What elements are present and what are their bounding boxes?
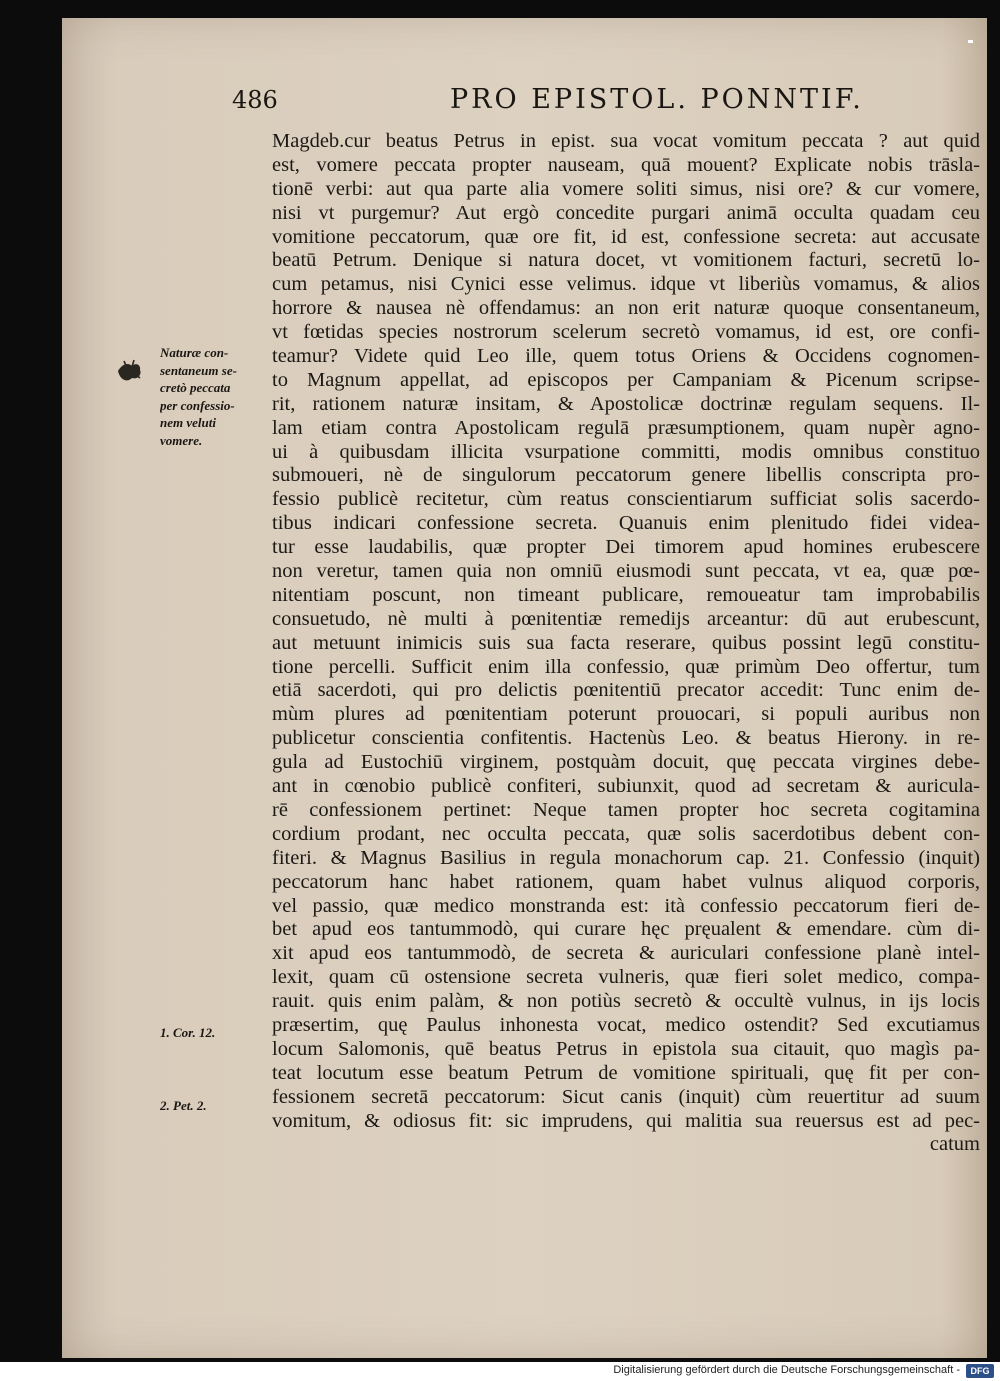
text-line: rauit. quis enim palàm, & non potiùs secretò & occultè vulnus, in ijs locis: [272, 990, 980, 1013]
text-line: to Magnum appellat, ad episcopos per Campaniam & Picenum scripse-: [272, 368, 980, 391]
text-line: lam etiam contra Apostolicam regulā præsumptionem, quam nupèr agno-: [272, 416, 980, 439]
text-line: tibus indicari confessione secreta. Quanuis enim plenitudo fidei videa-: [272, 512, 980, 535]
text-line: ant in cœnobio publicè confiteri, subiunxit, quod ad secretam & auricula-: [272, 775, 980, 798]
footer-credit: Digitalisierung gefördert durch die Deutsche Forschungsgemeinschaft -: [613, 1364, 960, 1376]
main-text-block: [272, 130, 980, 1157]
text-line: est, vomere peccata propter nauseam, quā mouent? Explicate nobis trāsla-: [272, 153, 980, 176]
marginal-note-line: per confessio-: [160, 397, 235, 413]
text-line: mùm plures ad pœnitentiam poterunt prouocari, si populi auribus non: [272, 703, 980, 726]
dfg-logo: DFG: [966, 1364, 994, 1378]
running-head: PRO EPISTOL. PONNTIF.: [450, 84, 864, 115]
marginal-note-2pet: [160, 1097, 272, 1115]
marginal-note-line: sentaneum se-: [160, 362, 237, 378]
marginal-note-1cor: [160, 1024, 272, 1042]
text-line: cum petamus, nisi Cynici esse velimus. idque vt liberiùs vomamus, & alios: [272, 273, 980, 296]
text-line: aut metuunt inimicis suis sua facta reserare, quibus possint legū constitu-: [272, 631, 980, 654]
page-header: [232, 86, 932, 126]
text-line: vomitum, & odiosus fit: sic imprudens, qui malitia sua reuersus est ad pec-: [272, 1109, 980, 1132]
text-line: fessio publicè recitetur, cùm reatus conscientiarum sufficiat solis sacerdo-: [272, 488, 980, 511]
text-line: vt fœtidas species nostrorum scelerum secretò vomamus, id est, ore confi-: [272, 321, 980, 344]
edge-tick: [968, 40, 973, 43]
text-line: peccatorum hanc habet rationem, quam habet vulnus aliquod corporis,: [272, 870, 980, 893]
marginal-note-line: Naturæ con-: [160, 345, 229, 360]
marginal-note-nature: [160, 344, 272, 450]
text-line: publicetur conscientia confitentis. Hactenùs Leo. & beatus Hierony. in re-: [272, 727, 980, 750]
text-line: etiā sacerdoti, qui pro delictis pœnitentiū precator accedit: Tunc enim de-: [272, 679, 980, 702]
text-line: beatū Petrum. Denique si natura docet, vt vomitionem facturi, secretū lo-: [272, 249, 980, 272]
text-line: gula ad Eustochiū virginem, postquàm docuit, quę peccata virgines debe-: [272, 751, 980, 774]
text-line: tione percelli. Sufficit enim illa confessio, quæ primùm Deo offertur, tum: [272, 655, 980, 678]
text-line: præsertim, quę Paulus inhonesta vocat, medico ostendit? Sed excutiamus: [272, 1013, 980, 1036]
text-line: rē confessionem pertinet: Neque tamen propter hoc secreta cogitamina: [272, 798, 980, 821]
text-line: lexit, quam cū ostensione secreta vulneris, quæ fieri solet medico, compa-: [272, 966, 980, 989]
text-line: nitentiam poscunt, non timeant publicare, remoueatur tam improbabilis: [272, 583, 980, 606]
text-line: cordium prodant, nec occulta peccata, quæ solis sacerdotibus debent con-: [272, 822, 980, 845]
page-number: 486: [232, 86, 278, 114]
text-line: locum Salomonis, quē beatus Petrus in epistola sua citauit, quo magìs pa-: [272, 1037, 980, 1060]
text-line: fiteri. & Magnus Basilius in regula monachorum cap. 21. Confessio (inquit): [272, 846, 980, 869]
text-line: horrore & nausea nè offendamus: an non erit naturæ quoque consentaneum,: [272, 297, 980, 320]
text-line: tur esse laudabilis, quæ propter Dei timorem apud homines erubescere: [272, 536, 980, 559]
text-line: vomitione peccatorum, quæ ore fit, id est, confessione secreta: aut accusate: [272, 225, 980, 248]
text-line: bet apud eos tantummodò, qui curare hęc pręualent & emendare. cùm di-: [272, 918, 980, 941]
text-line: catum: [929, 1133, 980, 1156]
text-line: ui à quibusdam illicita vsurpatione committi, modis omnibus constituo: [272, 440, 980, 463]
marginal-note-line: 1. Cor. 12.: [160, 1025, 216, 1040]
text-line: Magdeb.cur beatus Petrus in epist. sua vocat vomitum peccata ? aut quid: [272, 130, 980, 152]
text-line: teamur? Videte quid Leo ille, quem totus Oriens & Occidens cognomen-: [272, 345, 980, 368]
marginal-note-line: nem veluti: [160, 415, 216, 431]
footer-bar: [0, 1362, 1000, 1381]
text-line: consuetudo, nè multi à pœnitentiæ remedijs arceantur: dū aut erubescunt,: [272, 607, 980, 630]
text-line: rit, rationem naturæ insitam, & Apostolicæ doctrinæ regulam sequens. Il-: [272, 392, 980, 415]
text-line: vel passio, quæ medico monstranda est: ità confessio peccatorum fieri de-: [272, 894, 980, 917]
marginal-note-line: 2. Pet. 2.: [160, 1098, 207, 1113]
text-line: fessionem secretā peccatorum: Sicut canis (inquit) cùm reuertitur ad suum: [272, 1085, 980, 1108]
marginal-note-line: cretò peccata: [160, 380, 231, 396]
manicule-icon: [114, 356, 144, 386]
marginal-note-line: vomere.: [160, 432, 203, 448]
text-line: tionē verbi: aut qua parte alia vomere soliti simus, nisi ore? & cur vomere,: [272, 177, 980, 200]
text-line: submoueri, nè de singulorum peccatorum genere libellis conscripta pro-: [272, 464, 980, 487]
text-line: teat locutum esse beatum Petrum de vomitione spirituali, quę fit per con-: [272, 1061, 980, 1084]
text-line: nisi vt purgemur? Aut ergò concedite purgari animā occulta quadam ceu: [272, 201, 980, 224]
text-line: xit apud eos tantummodò, de secreta & auriculari confessione planè intel-: [272, 942, 980, 965]
text-line: non veretur, tamen quia non omniū eiusmodi sunt peccata, vt ea, quæ pœ-: [272, 560, 980, 583]
